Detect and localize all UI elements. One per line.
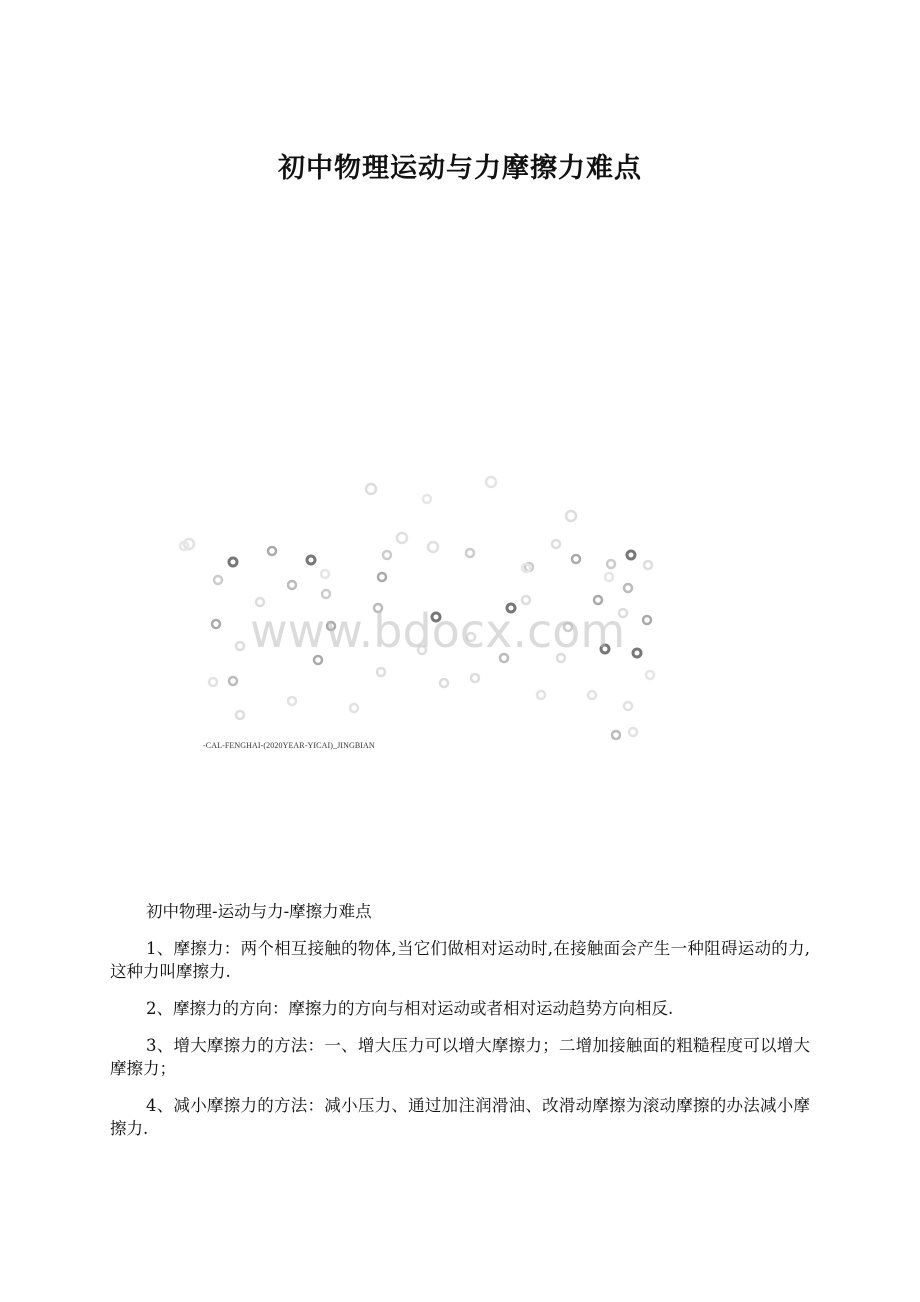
paragraph-3: 3、增大摩擦力的方法：一、增大压力可以增大摩擦力；二增加接触面的粗糙程度可以增大摩擦力； — [110, 1036, 810, 1078]
paragraph-4: 4、减小摩擦力的方法：减小压力、通过加注润滑油、改滑动摩擦为滚动摩擦的办法减小摩擦力. — [110, 1096, 810, 1138]
cover-code-label: -CAL-FENGHAI-(2020YEAR-YICAI)_JINGBIAN — [203, 741, 375, 750]
document-body — [110, 900, 810, 1154]
paragraph-subtitle: 初中物理-运动与力-摩擦力难点 — [146, 902, 372, 921]
watermark-text: www.bdocx.com — [250, 604, 626, 658]
paragraph-1: 1、摩擦力：两个相互接触的物体,当它们做相对运动时,在接触面会产生一种阻碍运动的力,这种力叫摩擦力. — [110, 939, 810, 981]
paragraph-2: 2、摩擦力的方向：摩擦力的方向与相对运动或者相对运动趋势方向相反. — [146, 999, 674, 1018]
document-title: 初中物理运动与力摩擦力难点 — [278, 153, 642, 184]
